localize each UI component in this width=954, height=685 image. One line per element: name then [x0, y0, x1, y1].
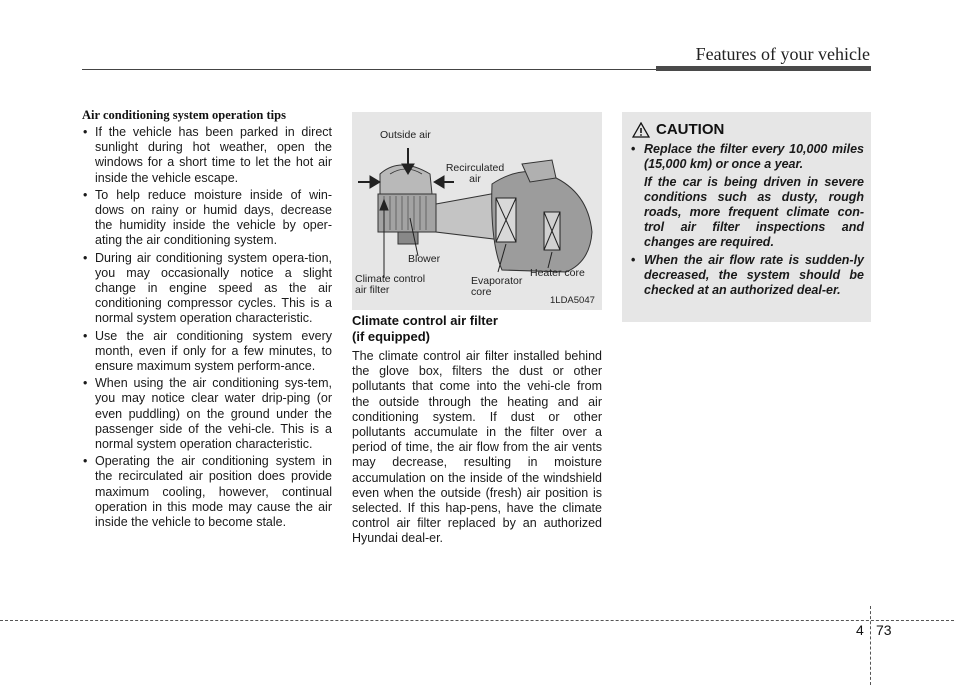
- tips-column: [82, 108, 332, 532]
- label-air-filter: air filter: [355, 284, 390, 296]
- header-bar: [656, 66, 871, 71]
- filter-section-title: [352, 313, 602, 345]
- caution-heading: [632, 121, 724, 138]
- filter-title-line1: Climate control air filter: [352, 313, 498, 328]
- page-number: 73: [876, 622, 892, 638]
- caution-item: • When the air flow rate is sudden-ly decreased, the system should be checked at an authorized deal-er.: [630, 253, 864, 298]
- hvac-diagram: [352, 112, 602, 310]
- label-blower: Blower: [408, 253, 441, 265]
- section-number: 4: [856, 622, 864, 638]
- label-recirculated: Recirculated: [445, 162, 505, 174]
- caution-box: [622, 112, 871, 322]
- footer-page-divider: [870, 606, 871, 685]
- tip-item: • During air conditioning system opera-tion, you may occasionally notice a slight change in engine speed as the air conditioning compressor cycles. This is a normal system operation characteristic.: [82, 251, 332, 327]
- label-climate-filter: [355, 274, 425, 296]
- filter-section-body: The climate control air filter installed behind the glove box, filters the dust or other pollutants that come into the vehi-cle from the outside through the heating and air conditioning system. If dust or other pollutants accumulate in the filter over a period of time, the air flow from the air vents may decrease, resulting in moisture accumulation on the inside of the windshield even when the outside (fresh) air position is selected. If this hap-pens, have the climate control air filter replaced by an authorized Hyundai deal-er.: [352, 349, 602, 546]
- filter-title-line2: (if equipped): [352, 329, 430, 344]
- tip-item: • When using the air conditioning sys-tem, you may notice clear water drip-ping (or even puddling) on the ground under the passenger side of the vehi-cle. This is a normal system operation characteristic.: [82, 376, 332, 452]
- label-recirculated-air-word: air: [469, 173, 481, 185]
- tip-item: • Operating the air conditioning system in the recirculated air position does provide maximum cooling, however, continual operation in this mode may cause the air inside the vehicle to become stale.: [82, 454, 332, 530]
- caution-item-1a: • Replace the filter every 10,000 miles (15,000 km) or once a year.: [644, 142, 864, 171]
- caution-item: [630, 142, 864, 250]
- caution-item-1b: If the car is being driven in severe conditions such as dusty, rough roads, more frequent climate con-trol air filter inspections and changes are required.: [644, 175, 864, 249]
- footer-dashed-rule: [0, 620, 954, 621]
- tip-item: • To help reduce moisture inside of win-dows on rainy or humid days, decrease the humidity inside the vehicle by oper-ating the air conditioning system.: [82, 188, 332, 249]
- filter-section: [352, 313, 602, 547]
- tip-item: • Use the air conditioning system every month, even if only for a few minutes, to ensure maximum system perform-ance.: [82, 329, 332, 375]
- label-outside-air: Outside air: [380, 129, 431, 141]
- page-header-title: Features of your vehicle: [695, 44, 870, 64]
- warning-triangle-icon: [632, 122, 650, 138]
- caution-title: CAUTION: [656, 121, 725, 138]
- label-evaporator-core: [471, 276, 522, 298]
- label-core: core: [471, 286, 492, 298]
- figure-code: 1LDA5047: [550, 295, 595, 306]
- header-rule: [82, 69, 656, 70]
- tip-item: • If the vehicle has been parked in direct sunlight during hot weather, open the windows for a short time to let the hot air inside the vehicle escape.: [82, 125, 332, 186]
- tips-heading: Air conditioning system operation tips: [82, 108, 286, 122]
- label-evaporator: Evaporator: [471, 275, 523, 287]
- tips-list: [82, 125, 332, 530]
- label-climate-control: Climate control: [355, 273, 426, 285]
- label-heater-core: Heater core: [530, 267, 585, 279]
- caution-list: [630, 142, 864, 301]
- label-recirculated-air: [440, 163, 510, 185]
